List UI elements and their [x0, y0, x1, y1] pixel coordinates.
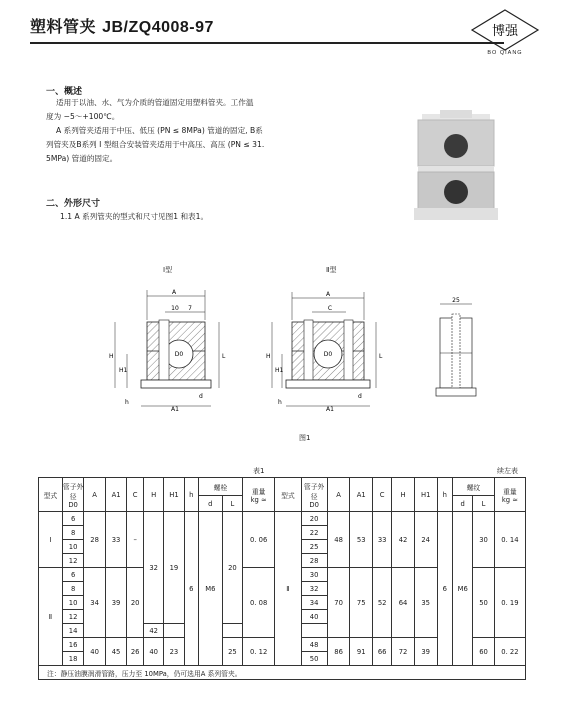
section1-line-3: A 系列管夹适用于中压、低压 (PN ≤ 8MPa) 管道的固定, B系 [56, 126, 263, 135]
cell-weight: 0. 12 [243, 638, 275, 666]
th-type-r: 型式 [275, 478, 301, 512]
cell-weight-r: 0. 19 [494, 568, 525, 638]
table-row [39, 512, 526, 526]
cell-l: 25 [222, 638, 242, 666]
th-c-r: C [373, 478, 392, 512]
cell-a1: 39 [105, 568, 126, 638]
cell-pipe: 10 [62, 540, 83, 554]
drawing-type-ii [262, 280, 402, 420]
svg-text:博强: 博强 [491, 24, 519, 39]
svg-text:25: 25 [452, 297, 460, 304]
th-a1-r: A1 [350, 478, 373, 512]
svg-text:10: 10 [171, 305, 179, 312]
th-h1-r: H1 [414, 478, 437, 512]
cell-pipe: 8 [62, 526, 83, 540]
cell-type: Ⅱ [39, 568, 63, 666]
cell-d: M6 [198, 512, 222, 666]
th-thread-r: 螺纹 [453, 478, 495, 496]
cell-h1: 19 [164, 512, 184, 624]
cell-pipe-r: 50 [301, 652, 327, 666]
cell-weight: 0. 06 [243, 512, 275, 568]
svg-text:A: A [325, 291, 331, 298]
cell-pipe: 8 [62, 582, 83, 596]
svg-text:H: H [109, 353, 114, 360]
cell-small-h: 6 [184, 512, 198, 666]
cell-h1-r: 39 [414, 638, 437, 666]
cell-pipe-r: 34 [301, 596, 327, 610]
svg-text:H1: H1 [119, 367, 128, 374]
cell-a: 34 [84, 568, 105, 638]
th-weight-r: 重量 kg ≈ [494, 478, 525, 512]
svg-text:h: h [125, 399, 129, 406]
th-h1: H1 [164, 478, 184, 512]
cell-pipe-r: 40 [301, 610, 327, 624]
cell-l: 20 [222, 512, 242, 624]
cell-pipe-r: 30 [301, 568, 327, 582]
cell-h-r: 42 [392, 512, 415, 568]
cell-pipe: 14 [62, 624, 83, 638]
cell-l-r: 50 [473, 568, 494, 638]
svg-text:d: d [358, 393, 362, 400]
section1-line-4: 列管夹及B系列 Ⅰ 型组合安装管夹适用于中高压、高压 (PN ≤ 31. [46, 140, 265, 149]
cell-pipe-r: 22 [301, 526, 327, 540]
cell-d-r: M6 [453, 512, 473, 666]
cell-h-r: 64 [392, 568, 415, 638]
table-note: 注：静压油膜润滑管路，压力至 10MPa，仍可选用A 系列管夹。 [39, 666, 526, 680]
cell-h1-r: 35 [414, 568, 437, 638]
cell-pipe: 6 [62, 512, 83, 526]
th-c: C [127, 478, 144, 512]
section1-line-2: 度为 −5～+100℃。 [46, 112, 120, 121]
cell-weight: 0. 08 [243, 568, 275, 638]
th-small-h: h [184, 478, 198, 512]
cell-c: 26 [127, 638, 144, 666]
cell-type-r: Ⅱ [275, 512, 301, 666]
th-a1: A1 [105, 478, 126, 512]
th-small-h-r: h [437, 478, 453, 512]
th-d: d [198, 496, 222, 512]
svg-text:7: 7 [188, 305, 192, 312]
svg-text:h: h [278, 399, 282, 406]
cell-pipe: 10 [62, 596, 83, 610]
th-l: L [222, 496, 242, 512]
cell-pipe-r: 48 [301, 638, 327, 652]
cell-a: 28 [84, 512, 105, 568]
cell-a-r: 70 [327, 568, 350, 638]
cell-h: 40 [144, 638, 164, 666]
cell-pipe: 18 [62, 652, 83, 666]
svg-text:L: L [379, 353, 383, 360]
svg-text:d: d [199, 393, 203, 400]
cell-pipe: 6 [62, 568, 83, 582]
th-pipe: 管子外径 D0 [62, 478, 83, 512]
svg-text:A1: A1 [171, 406, 179, 413]
figure-label-type-ii: Ⅱ型 [326, 266, 337, 274]
section1-line-1: 适用于以油、水、气为介质的管道固定用塑料管夹。工作温 [56, 98, 254, 107]
cell-l-r: 30 [473, 512, 494, 568]
cell-a: 40 [84, 638, 105, 666]
cell-pipe-r: 20 [301, 512, 327, 526]
cell-a-r: 48 [327, 512, 350, 568]
cell-pipe-r: 25 [301, 540, 327, 554]
th-weight: 重量 kg ≈ [243, 478, 275, 512]
th-type: 型式 [39, 478, 63, 512]
cell-pipe: 12 [62, 554, 83, 568]
cell-pipe: 12 [62, 610, 83, 624]
th-d-r: d [453, 496, 473, 512]
cell-small-h-r: 6 [437, 512, 453, 666]
table-note-row [39, 666, 526, 680]
cell-a1-r: 53 [350, 512, 373, 568]
cell-a-r: 86 [327, 638, 350, 666]
cell-pipe-r: 28 [301, 554, 327, 568]
svg-text:L: L [222, 353, 226, 360]
th-a-r: A [327, 478, 350, 512]
title-code: JB/ZQ4008-97 [102, 19, 214, 36]
cell-type: Ⅰ [39, 512, 63, 568]
cell-l-r: 60 [473, 638, 494, 666]
cell-h1: 23 [164, 638, 184, 666]
product-photo [414, 108, 498, 224]
cell-weight-r: 0. 14 [494, 512, 525, 568]
svg-text:H: H [266, 353, 271, 360]
th-bolt: 螺栓 [198, 478, 242, 496]
svg-text:A: A [171, 289, 177, 296]
svg-text:A1: A1 [326, 406, 334, 413]
cell-a1: 45 [105, 638, 126, 666]
table-header-row-1 [39, 478, 526, 496]
title-cn: 塑料管夹 [30, 17, 97, 36]
svg-text:H1: H1 [275, 367, 284, 374]
section1-line-5: 5MPa) 管道的固定。 [46, 154, 118, 163]
table-caption: 表1 [253, 467, 265, 475]
cell-c: 20 [127, 568, 144, 638]
cell-weight-r: 0. 22 [494, 638, 525, 666]
cell-a1-r: 75 [350, 568, 373, 638]
cell-pipe: 16 [62, 638, 83, 652]
cell-pipe-r: 32 [301, 582, 327, 596]
th-h-r: H [392, 478, 415, 512]
figure-caption: 图1 [299, 434, 311, 442]
cell-c-r: 33 [373, 512, 392, 568]
drawing-side-view [432, 296, 482, 416]
cell-pipe-r: 42 [144, 624, 164, 638]
figure-label-type-i: Ⅰ型 [163, 266, 173, 274]
cell-c-r: 66 [373, 638, 392, 666]
header-rule [30, 42, 504, 44]
section2-line: 1.1 A 系列管夹的型式和尺寸见图1 和表1。 [60, 212, 209, 221]
cell-h1-r: 24 [414, 512, 437, 568]
section1-heading: 一、概述 [46, 87, 83, 97]
svg-text:D0: D0 [174, 351, 184, 358]
svg-text:D0: D0 [323, 351, 333, 358]
th-a: A [84, 478, 105, 512]
th-h: H [144, 478, 164, 512]
th-l-r: L [473, 496, 494, 512]
section2-heading: 二、外形尺寸 [46, 199, 101, 209]
th-pipe-r: 管子外径 D0 [301, 478, 327, 512]
cell-a1: 33 [105, 512, 126, 568]
cell-c: – [127, 512, 144, 568]
table-continued: 续左表 [497, 467, 518, 475]
cell-h-r: 72 [392, 638, 415, 666]
drawing-type-i [95, 280, 235, 420]
brand-logo-en: BO QIANG [487, 50, 523, 56]
cell-c-r: 52 [373, 568, 392, 638]
cell-h: 32 [144, 512, 164, 624]
spec-table [38, 477, 526, 680]
svg-text:C: C [327, 305, 333, 312]
page-title [30, 14, 214, 37]
cell-a1-r: 91 [350, 638, 373, 666]
